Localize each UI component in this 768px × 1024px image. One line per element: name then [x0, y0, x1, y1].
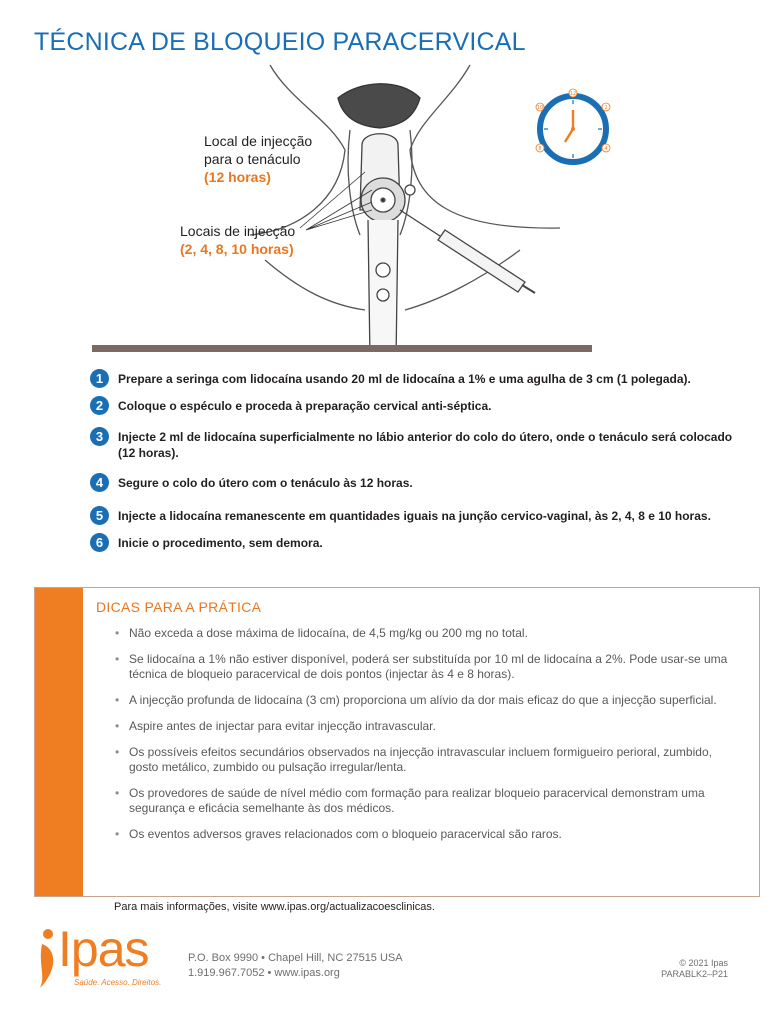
step-number-badge: 4	[90, 473, 109, 492]
tip-item: • Aspire antes de injectar para evitar injecção intravascular.	[115, 719, 741, 734]
step-number-badge: 3	[90, 427, 109, 446]
copyright-line-1: © 2021 Ipas	[679, 958, 728, 968]
procedure-steps	[90, 370, 750, 552]
clock-label-8: 8	[538, 146, 542, 152]
step-text: Injecte a lidocaína remanescente em quantidades iguais na junção cervico-vaginal, às 2, 4, 8 e 10 horas.	[118, 509, 711, 523]
logo-wordmark: Ipas	[58, 921, 149, 977]
clock-label-4: 4	[604, 146, 608, 152]
ipas-logo	[36, 921, 176, 994]
address-line-1: P.O. Box 9990 • Chapel Hill, NC 27515 USA	[188, 952, 403, 964]
step-number-badge: 5	[90, 506, 109, 525]
speculum-illustration	[0, 60, 768, 350]
logo-figure-icon	[36, 928, 60, 990]
label-injection-sites	[180, 222, 295, 258]
tip-item: • Os provedores de saúde de nível médio com formação para realizar bloqueio paracervical demonstram uma segurança e eficácia semelhante às dos médicos.	[115, 786, 741, 816]
step-item	[90, 507, 750, 525]
tip-item: • Os possíveis efeitos secundários observados na injecção intravascular incluem formigueiro perioral, zumbido, gosto metálico, zumbido ou pulsação irregular/lenta.	[115, 745, 741, 775]
label-tenaculum-highlight: (12 horas)	[204, 169, 271, 185]
step-item	[90, 397, 750, 415]
page-title: TÉCNICA DE BLOQUEIO PARACERVICAL	[34, 28, 526, 56]
step-number-badge: 1	[90, 369, 109, 388]
label-tenaculum-site	[204, 132, 312, 186]
label-tenaculum-line1: Local de injecção	[204, 133, 313, 149]
step-number-badge: 6	[90, 533, 109, 552]
practice-tips-box	[34, 587, 760, 897]
tip-item: • Não exceda a dose máxima de lidocaína, de 4,5 mg/kg ou 200 mg no total.	[115, 626, 741, 641]
tips-accent-bar	[35, 588, 83, 896]
clock-icon	[532, 88, 614, 170]
step-text: Injecte 2 ml de lidocaína superficialmente no lábio anterior do colo do útero, onde o tenáculo será colocado (12 horas).	[118, 430, 733, 460]
tip-item: • Os eventos adversos graves relacionados com o bloqueio paracervical são raros.	[115, 827, 741, 842]
label-tenaculum-line2: para o tenáculo	[204, 151, 301, 167]
copyright	[661, 958, 728, 980]
step-item	[90, 370, 750, 388]
more-info-link[interactable]: Para mais informações, visite www.ipas.org/actualizacoesclinicas.	[114, 901, 435, 913]
tips-title: DICAS PARA A PRÁTICA	[96, 599, 262, 615]
address-line-2: 1.919.967.7052 • www.ipas.org	[188, 967, 340, 979]
clock-label-10: 10	[536, 105, 544, 111]
step-item	[90, 428, 750, 461]
label-sites-line1: Locais de injecção	[180, 223, 296, 239]
step-text: Coloque o espéculo e proceda à preparação cervical anti-séptica.	[118, 399, 492, 413]
step-item	[90, 534, 750, 552]
tips-list	[115, 626, 741, 842]
step-number-badge: 2	[90, 396, 109, 415]
clock-label-2: 2	[604, 105, 608, 111]
tip-item: • A injecção profunda de lidocaína (3 cm) proporciona um alívio da dor mais eficaz do que a injecção superficial.	[115, 693, 741, 708]
step-text: Inicie o procedimento, sem demora.	[118, 536, 323, 550]
step-item	[90, 474, 750, 492]
section-divider	[92, 345, 592, 352]
tip-item: • Se lidocaína a 1% não estiver disponível, poderá ser substituída por 10 ml de lidocaína a 2%. Pode usar-se uma técnica de bloqueio paracervical de dois pontos (injectar às 4 e 8 horas).	[115, 652, 741, 682]
contact-address	[188, 951, 403, 981]
step-text: Segure o colo do útero com o tenáculo às 12 horas.	[118, 476, 413, 490]
logo-tagline: Saúde. Acesso. Direitos.	[74, 978, 162, 987]
document-code: PARABLK2–P21	[661, 969, 728, 979]
step-text: Prepare a seringa com lidocaína usando 20 ml de lidocaína a 1% e uma agulha de 3 cm (1 polegada).	[118, 372, 691, 386]
label-sites-highlight: (2, 4, 8, 10 horas)	[180, 241, 294, 257]
clock-label-12: 12	[569, 91, 577, 97]
